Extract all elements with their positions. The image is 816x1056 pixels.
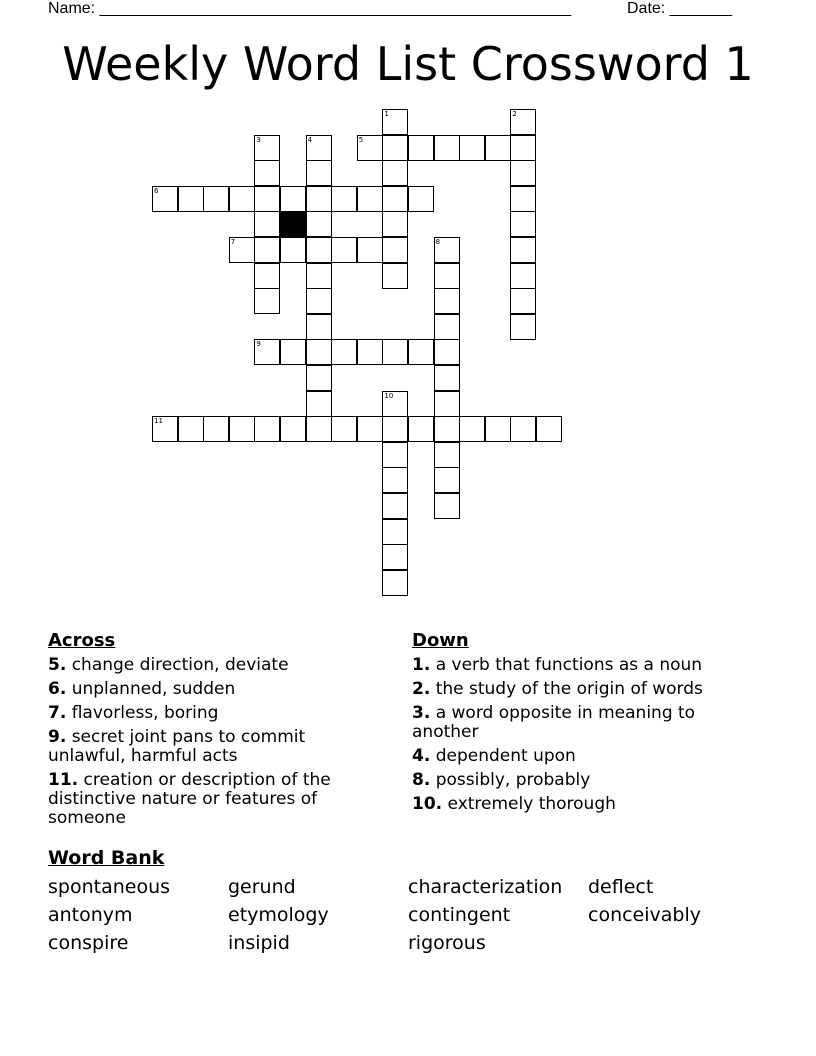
clue-number: 6. (48, 679, 67, 699)
cell-number: 9 (256, 340, 261, 349)
grid-cell (357, 416, 383, 442)
down-clues (412, 630, 732, 819)
grid-cell (306, 365, 332, 391)
grid-cell (510, 263, 536, 289)
grid-cell (510, 211, 536, 237)
clue-text: the study of the origin of words (430, 679, 703, 699)
page-title: Weekly Word List Crossword 1 (62, 37, 754, 91)
grid-cell (306, 416, 332, 442)
grid-cell (382, 570, 408, 596)
grid-cell (434, 135, 460, 161)
cell-number: 4 (307, 135, 313, 144)
grid-cell (254, 288, 280, 314)
grid-cell (152, 186, 178, 212)
clue-text: flavorless, boring (66, 703, 219, 723)
clue-number: 4. (412, 746, 431, 766)
grid-cell (357, 186, 383, 212)
down-clue (412, 795, 732, 814)
down-heading: Down (412, 630, 469, 651)
grid-cell (382, 493, 408, 519)
clue-text: creation or description of the distinctive nature or features of someone (48, 770, 331, 828)
word-bank-item: characterization (408, 876, 563, 898)
grid-cell (434, 314, 460, 340)
clue-number: 2. (412, 679, 431, 699)
grid-cell (510, 314, 536, 340)
down-clue (412, 680, 732, 699)
grid-cell (280, 237, 306, 263)
cell-number: 6 (154, 186, 159, 195)
grid-cell (510, 416, 536, 442)
clue-number: 11. (48, 770, 79, 790)
word-bank-item: conspire (48, 932, 129, 954)
cell-number: 2 (512, 110, 517, 118)
grid-cell (536, 416, 562, 442)
word-bank-item: conceivably (588, 904, 701, 926)
across-heading: Across (48, 630, 116, 651)
grid-cell (306, 135, 332, 161)
cell-number: 11 (154, 417, 163, 426)
across-clue (48, 728, 368, 766)
grid-cell (434, 391, 460, 417)
grid-cell (510, 237, 536, 263)
date-field: Date: _______ (627, 0, 732, 17)
grid-cell (382, 135, 408, 161)
grid-cell (229, 186, 255, 212)
grid-cell (459, 416, 485, 442)
grid-cell (357, 237, 383, 263)
clue-number: 5. (48, 655, 67, 675)
grid-cell (306, 391, 332, 417)
grid-cell (382, 391, 408, 417)
grid-cell (331, 237, 357, 263)
grid-cell (408, 186, 434, 212)
grid-cell (331, 339, 357, 365)
word-bank-item: deflect (588, 876, 654, 898)
grid-cell (306, 237, 332, 263)
grid-cell (254, 339, 280, 365)
down-clue (412, 747, 732, 766)
cell-number: 10 (384, 391, 394, 400)
grid-cell (382, 237, 408, 263)
grid-cell (254, 263, 280, 289)
grid-cell (357, 339, 383, 365)
word-bank-item: gerund (228, 876, 296, 898)
grid-cell (254, 237, 280, 263)
word-bank-item: rigorous (408, 932, 486, 954)
clue-text: possibly, probably (430, 770, 591, 790)
grid-cell (254, 135, 280, 161)
grid-cell (306, 160, 332, 186)
down-clue (412, 704, 732, 742)
grid-cell (382, 339, 408, 365)
grid-cell (331, 186, 357, 212)
grid-cell (178, 416, 204, 442)
grid-cell (485, 135, 511, 161)
clue-text: change direction, deviate (66, 655, 289, 675)
grid-cell (152, 416, 178, 442)
cell-number: 1 (384, 110, 389, 118)
name-field: Name: _____________________________________________________ (48, 0, 572, 17)
grid-cell (510, 186, 536, 212)
grid-cell (254, 160, 280, 186)
across-clue (48, 771, 368, 828)
word-bank-item: contingent (408, 904, 511, 926)
clue-number: 3. (412, 703, 431, 723)
clue-text: a word opposite in meaning to another (412, 703, 696, 742)
grid-cell (203, 186, 229, 212)
clue-number: 8. (412, 770, 431, 790)
down-clue (412, 771, 732, 790)
clue-text: dependent upon (430, 746, 576, 766)
grid-cell (382, 186, 408, 212)
grid-cell (203, 416, 229, 442)
clue-text: secret joint pans to commit unlawful, harmful acts (48, 727, 306, 766)
word-bank-heading: Word Bank (48, 847, 165, 869)
grid-cell (306, 314, 332, 340)
grid-cell (229, 237, 255, 263)
grid-cell (408, 416, 434, 442)
across-clue (48, 704, 368, 723)
down-clue (412, 656, 732, 675)
clue-text: unplanned, sudden (66, 679, 236, 699)
grid-cell (408, 135, 434, 161)
grid-cell (382, 263, 408, 289)
clue-text: a verb that functions as a noun (430, 655, 703, 675)
grid-cell-black (280, 211, 306, 237)
clue-number: 10. (412, 794, 443, 814)
grid-cell (229, 416, 255, 442)
cell-number: 3 (256, 135, 261, 144)
grid-cell (280, 416, 306, 442)
cell-number: 7 (230, 238, 236, 246)
grid-cell (254, 416, 280, 442)
across-clue (48, 656, 368, 675)
clue-text: extremely thorough (442, 794, 616, 814)
grid-cell (306, 186, 332, 212)
grid-cell (382, 160, 408, 186)
word-bank-item: spontaneous (48, 876, 171, 898)
grid-cell (306, 288, 332, 314)
across-clues (48, 630, 368, 833)
grid-cell (434, 467, 460, 493)
word-bank-item: insipid (228, 932, 290, 954)
grid-cell (306, 263, 332, 289)
grid-cell (357, 135, 383, 161)
grid-cell (306, 211, 332, 237)
word-bank (48, 846, 768, 954)
grid-cell (382, 416, 408, 442)
grid-cell (434, 442, 460, 468)
grid-cell (510, 160, 536, 186)
grid-cell (510, 109, 536, 135)
grid-cell (485, 416, 511, 442)
grid-cell (510, 135, 536, 161)
grid-cell (434, 237, 460, 263)
grid-cell (382, 467, 408, 493)
grid-cell (280, 339, 306, 365)
grid-cell (434, 339, 460, 365)
grid-cell (382, 519, 408, 545)
grid-cell (434, 263, 460, 289)
grid-cell (434, 493, 460, 519)
cell-number: 5 (358, 135, 364, 144)
grid-cell (382, 544, 408, 570)
grid-cell (178, 186, 204, 212)
grid-cell (306, 339, 332, 365)
word-bank-item: etymology (228, 904, 329, 926)
cell-number: 8 (435, 238, 441, 246)
grid-cell (254, 186, 280, 212)
grid-cell (434, 288, 460, 314)
grid-cell (459, 135, 485, 161)
grid-cell (408, 339, 434, 365)
grid-cell (254, 211, 280, 237)
grid-cell (382, 442, 408, 468)
grid-cell (382, 211, 408, 237)
grid-cell (382, 109, 408, 135)
grid-cell (280, 186, 306, 212)
across-clue (48, 680, 368, 699)
clue-number: 9. (48, 727, 67, 747)
grid-cell (434, 416, 460, 442)
clue-number: 7. (48, 703, 67, 723)
clue-number: 1. (412, 655, 431, 675)
grid-cell (331, 416, 357, 442)
grid-cell (510, 288, 536, 314)
grid-cell (434, 365, 460, 391)
word-bank-item: antonym (48, 904, 133, 926)
